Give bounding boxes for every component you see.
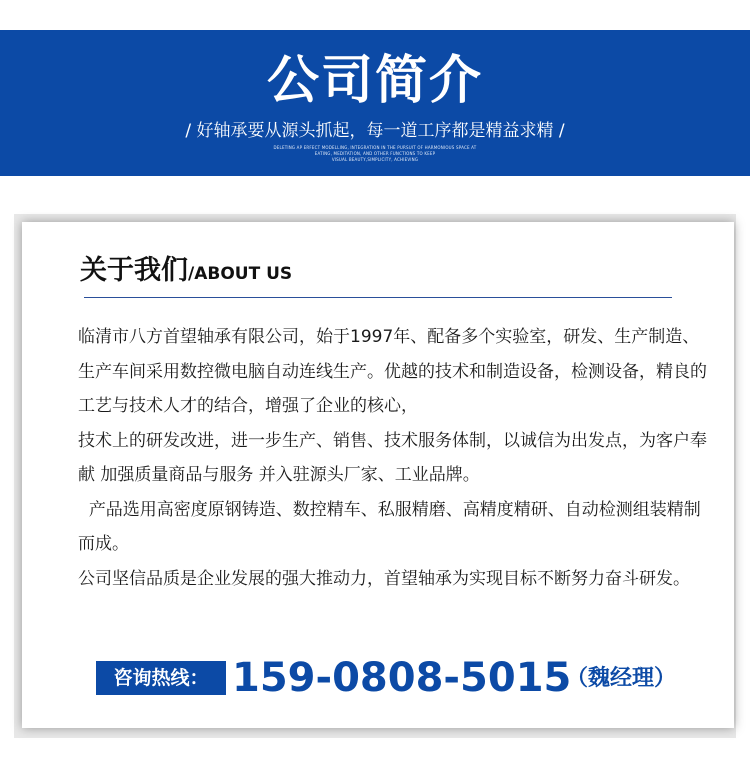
hotline-label: 咨询热线： xyxy=(96,661,226,695)
about-paragraph: 公司坚信品质是企业发展的强大推动力，首望轴承为实现目标不断努力奋斗研发。 xyxy=(78,568,690,589)
about-heading-cn: 关于我们 xyxy=(80,255,188,286)
about-paragraph: 技术上的研发改进，进一步生产、销售、技术服务体制，以诚信为出发点，为客户奉献 加强质量商品与服务 并入驻源头厂家、工业品牌。 xyxy=(78,430,707,485)
about-heading-en: /ABOUT US xyxy=(188,264,293,284)
about-paragraph: 临清市八方首望轴承有限公司，始于1997年、配备多个实验室，研发、生产制造、生产车间采用数控微电脑自动连线生产。优越的技术和制造设备，检测设备，精良的工艺与技术人才的结合，增强了企业的核心， xyxy=(78,327,707,416)
contact-person: （魏经理） xyxy=(566,666,677,691)
about-paragraph: 产品选用高密度原钢铸造、数控精车、私服精磨、高精度精研、自动检测组装精制而成。 xyxy=(78,499,701,554)
about-card xyxy=(22,222,734,728)
banner-fine-print xyxy=(0,145,750,163)
about-heading xyxy=(80,248,292,287)
fine-print-line: EATING, MEDITATION, AND OTHER FUNCTIONS TO KEEP xyxy=(314,151,436,156)
fine-print-line: VISUAL BEAUTY,SIMPLICITY, ACHIEVING xyxy=(331,157,419,162)
banner-slogan: / 好轴承要从源头抓起，每一道工序都是精益求精 / xyxy=(185,121,565,141)
about-body xyxy=(78,320,708,596)
hotline-phone[interactable]: 159-0808-5015 xyxy=(232,655,572,701)
contact-row xyxy=(96,655,716,707)
fine-print-line: DELETING AP ERFECT MODELLING, INTEGRATION IN THE PURSUIT OF HARMONIOUS SPACE AT xyxy=(273,145,477,150)
heading-divider xyxy=(84,297,672,298)
banner-title: 公司简介 xyxy=(266,51,483,111)
header-banner xyxy=(0,30,750,176)
